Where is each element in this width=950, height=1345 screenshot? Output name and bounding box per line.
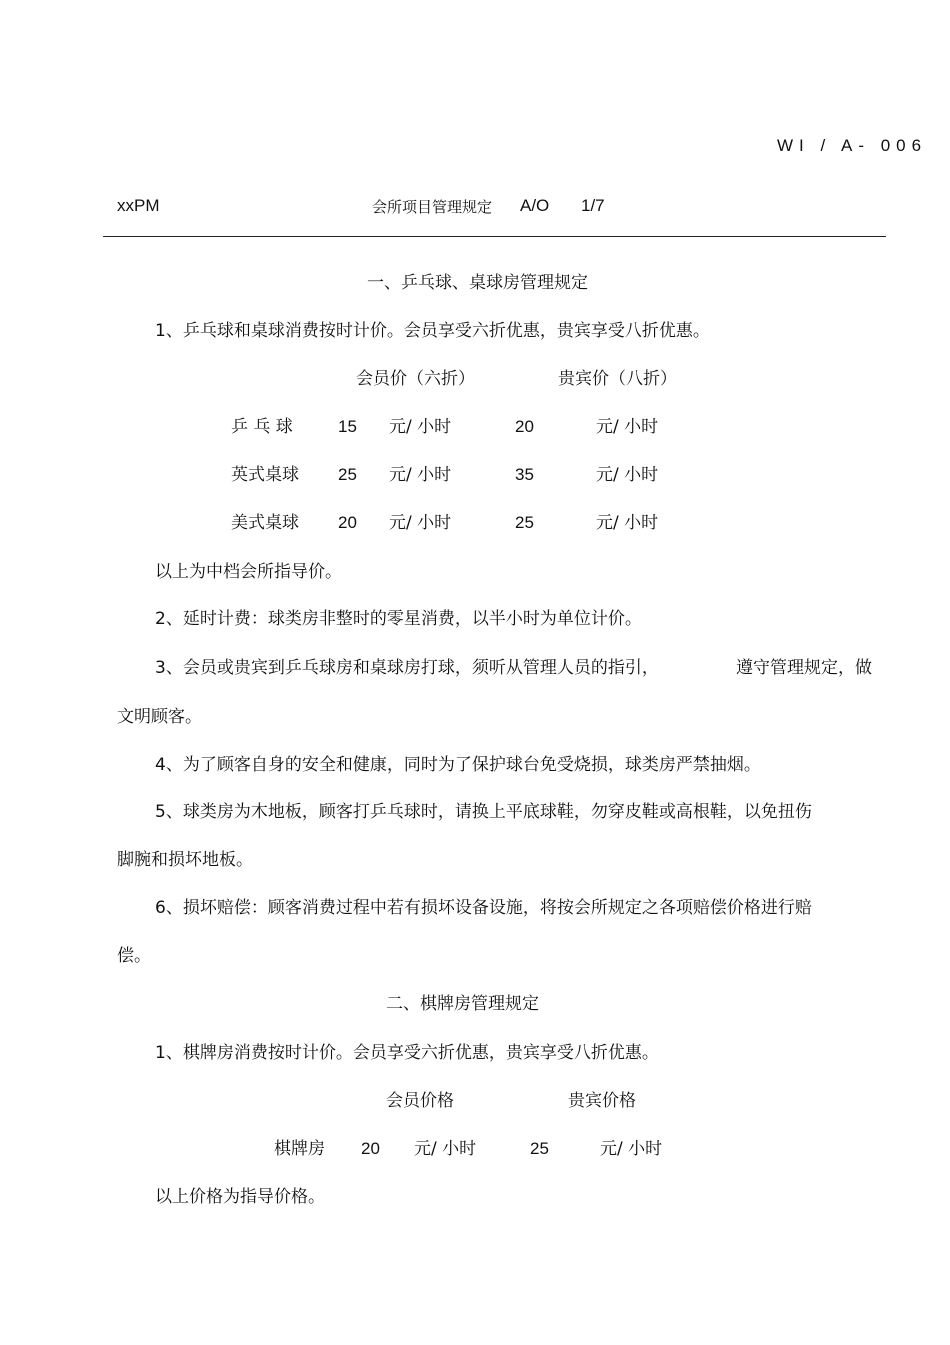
paragraph: 文明顾客。	[117, 707, 202, 727]
vip-unit: 元/ 小时	[600, 1139, 663, 1159]
vip-unit: 元/ 小时	[596, 513, 659, 533]
paragraph: 偿。	[117, 946, 151, 966]
paragraph: 4、为了顾客自身的安全和健康，同时为了保护球台免受烧损，球类房严禁抽烟。	[155, 755, 761, 775]
column-header-vip: 贵宾价格	[568, 1091, 636, 1111]
paragraph: 2、延时计费：球类房非整时的零星消费，以半小时为单位计价。	[155, 609, 642, 629]
paragraph: 3、会员或贵宾到乒乓球房和桌球房打球，须听从管理人员的指引，	[155, 658, 659, 678]
member-price: 20	[361, 1139, 380, 1158]
item-name: 棋牌房	[274, 1139, 325, 1159]
document-code: WI / A- 006	[777, 136, 928, 155]
vip-unit: 元/ 小时	[596, 465, 659, 485]
paragraph: 5、球类房为木地板，顾客打乒乓球时，请换上平底球鞋，勿穿皮鞋或高根鞋，以免扭伤	[155, 802, 812, 822]
vip-price: 20	[515, 417, 534, 436]
item-name: 美式桌球	[231, 513, 299, 533]
price-note: 以上价格为指导价格。	[155, 1187, 325, 1207]
member-unit: 元/ 小时	[389, 417, 452, 437]
column-header-member: 会员价格	[386, 1091, 454, 1111]
vip-unit: 元/ 小时	[596, 417, 659, 437]
vip-price: 25	[530, 1139, 549, 1158]
paragraph: 遵守管理规定，做	[736, 658, 872, 678]
document-version: A/O	[520, 196, 550, 215]
member-price: 15	[338, 417, 357, 436]
paragraph: 1、棋牌房消费按时计价。会员享受六折优惠，贵宾享受八折优惠。	[155, 1043, 659, 1063]
paragraph: 1、乒乓球和桌球消费按时计价。会员享受六折优惠，贵宾享受八折优惠。	[155, 321, 710, 341]
price-note: 以上为中档会所指导价。	[155, 562, 342, 582]
section-title: 二、棋牌房管理规定	[386, 994, 539, 1014]
item-name: 乒 乓 球	[231, 417, 293, 437]
member-price: 25	[338, 465, 357, 484]
vip-price: 35	[515, 465, 534, 484]
page-number: 1/7	[581, 196, 605, 215]
column-header-member: 会员价（六折）	[356, 369, 475, 389]
document-title: 会所项目管理规定	[372, 198, 493, 216]
paragraph: 6、损坏赔偿：顾客消费过程中若有损坏设备设施，将按会所规定之各项赔偿价格进行赔	[155, 898, 812, 918]
column-header-vip: 贵宾价（八折）	[558, 369, 677, 389]
header-divider	[103, 236, 886, 237]
member-price: 20	[338, 513, 357, 532]
member-unit: 元/ 小时	[414, 1139, 477, 1159]
paragraph: 脚腕和损坏地板。	[117, 850, 253, 870]
section-title: 一、乒乓球、桌球房管理规定	[367, 273, 588, 293]
item-name: 英式桌球	[231, 465, 299, 485]
vip-price: 25	[515, 513, 534, 532]
member-unit: 元/ 小时	[389, 465, 452, 485]
member-unit: 元/ 小时	[389, 513, 452, 533]
company-name: xxPM	[117, 196, 160, 215]
